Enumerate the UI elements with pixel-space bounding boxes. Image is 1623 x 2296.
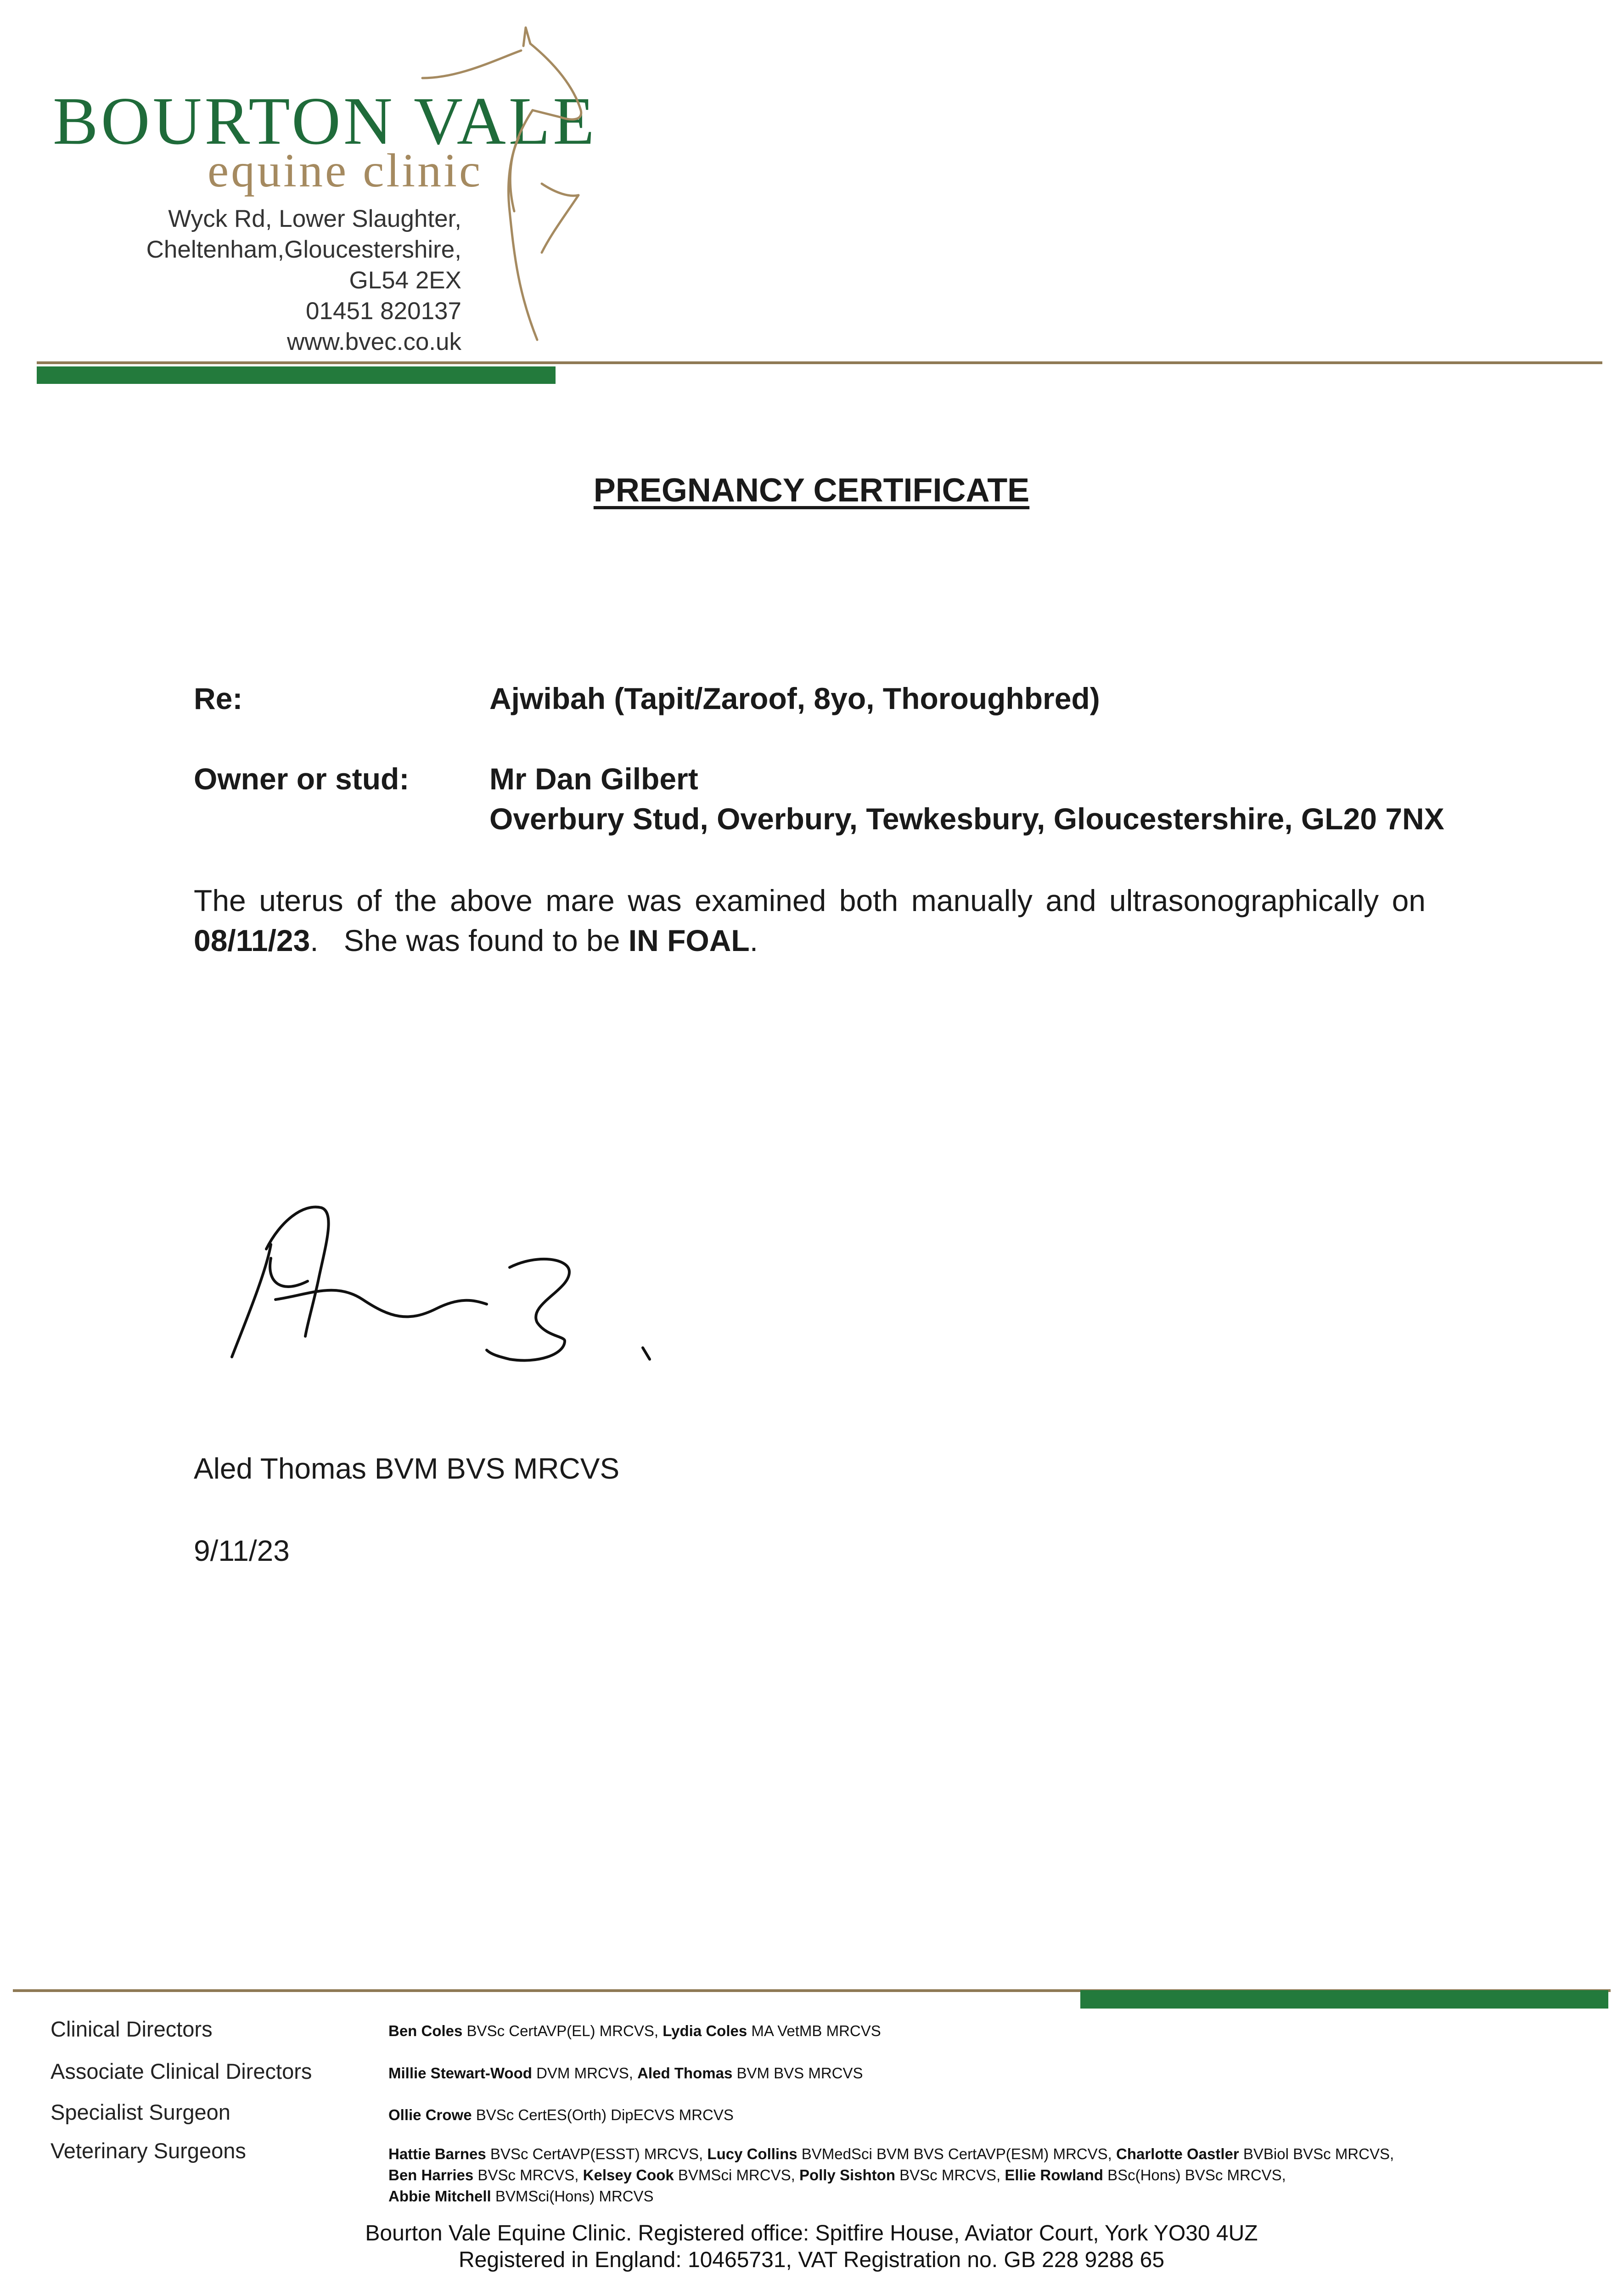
staff-name: Kelsey Cook: [583, 2167, 674, 2183]
veterinary-surgeons-line-1: [388, 2146, 1394, 2161]
exam-paragraph-line-1: The uterus of the above mare was examined both manually and ultrasonographically on: [194, 884, 1426, 917]
horse-mane: [508, 110, 537, 340]
veterinary-surgeons-line-2: [388, 2167, 1286, 2183]
exam-date: 08/11/23: [194, 923, 310, 957]
staff-name: Millie Stewart-Wood: [388, 2065, 532, 2082]
horse-neck-crest: [422, 51, 521, 78]
staff-quals: BVSc MRCVS,: [473, 2167, 583, 2183]
staff-quals: BVBiol BVSc MRCVS,: [1239, 2145, 1394, 2162]
staff-name: Ollie Crowe: [388, 2106, 472, 2123]
owner-address: Overbury Stud, Overbury, Tewkesbury, Gloucestershire, GL20 7NX: [489, 802, 1444, 836]
staff-name: Aled Thomas: [637, 2065, 733, 2082]
staff-quals: BVSc CertES(Orth) DipECVS MRCVS: [472, 2106, 734, 2123]
exam-paragraph-mid: . She was found to be: [310, 923, 629, 957]
staff-quals: BSc(Hons) BVSc MRCVS,: [1103, 2167, 1286, 2183]
staff-quals: BVMedSci BVM BVS CertAVP(ESM) MRCVS,: [797, 2145, 1116, 2162]
owner-name: Mr Dan Gilbert: [489, 762, 698, 796]
staff-name: Polly Sishton: [799, 2167, 895, 2183]
staff-name: Hattie Barnes: [388, 2145, 486, 2162]
staff-name: Lucy Collins: [707, 2145, 797, 2162]
clinic-name: BOURTON VALE: [53, 84, 597, 159]
staff-name: Lydia Coles: [663, 2022, 747, 2039]
company-registration: Registered in England: 10465731, VAT Registration no. GB 228 9288 65: [458, 2248, 1165, 2272]
header-rule: [37, 361, 1602, 364]
re-value: Ajwibah (Tapit/Zaroof, 8yo, Thoroughbred): [489, 681, 1100, 715]
veterinary-surgeons-label: Veterinary Surgeons: [51, 2138, 246, 2163]
registered-office: Bourton Vale Equine Clinic. Registered office: Spitfire House, Aviator Court, York YO30 4UZ: [365, 2221, 1258, 2245]
exam-paragraph-end: .: [749, 923, 758, 957]
address-line-2: Cheltenham,Gloucestershire,: [146, 236, 461, 263]
staff-quals: BVSc MRCVS,: [895, 2167, 1005, 2183]
specialist-surgeon-list: [388, 2107, 734, 2122]
clinical-directors-list: [388, 2023, 881, 2038]
address-phone: 01451 820137: [306, 298, 461, 325]
staff-name: Ellie Rowland: [1005, 2167, 1103, 2183]
horse-jaw: [542, 184, 578, 253]
horse-face: [530, 44, 581, 119]
veterinary-surgeons-line-3: [388, 2189, 654, 2204]
clinical-directors-label: Clinical Directors: [51, 2017, 213, 2041]
staff-quals: BVMSci(Hons) MRCVS: [491, 2188, 654, 2205]
document-title: PREGNANCY CERTIFICATE: [593, 472, 1030, 509]
re-label: Re:: [194, 681, 243, 715]
staff-quals: BVSc CertAVP(ESST) MRCVS,: [486, 2145, 708, 2162]
clinic-subtitle: equine clinic: [208, 144, 483, 197]
staff-quals: MA VetMB MRCVS: [747, 2022, 881, 2039]
address-line-1: Wyck Rd, Lower Slaughter,: [168, 205, 461, 232]
staff-name: Ben Harries: [388, 2167, 474, 2183]
staff-quals: BVSc CertAVP(EL) MRCVS,: [462, 2022, 663, 2039]
horse-mane-inner: [510, 138, 519, 211]
staff-quals: DVM MRCVS,: [532, 2065, 638, 2082]
signatory-name: Aled Thomas BVM BVS MRCVS: [194, 1452, 620, 1485]
staff-name: Ben Coles: [388, 2022, 463, 2039]
address-postcode: GL54 2EX: [349, 267, 461, 294]
exam-result: IN FOAL: [628, 923, 750, 957]
associate-directors-label: Associate Clinical Directors: [51, 2059, 312, 2083]
staff-name: Abbie Mitchell: [388, 2188, 491, 2205]
staff-name: Charlotte Oastler: [1116, 2145, 1239, 2162]
header-accent-bar: [37, 366, 556, 384]
owner-label: Owner or stud:: [194, 762, 410, 796]
staff-quals: BVMSci MRCVS,: [674, 2167, 799, 2183]
exam-paragraph-line-2: [194, 925, 758, 956]
staff-quals: BVM BVS MRCVS: [732, 2065, 863, 2082]
address-website[interactable]: www.bvec.co.uk: [287, 328, 461, 355]
associate-directors-list: [388, 2065, 863, 2081]
signed-date: 9/11/23: [194, 1534, 290, 1567]
footer-accent-bar: [1080, 1990, 1608, 2009]
signature-mark: [216, 1189, 721, 1382]
specialist-surgeon-label: Specialist Surgeon: [51, 2100, 230, 2124]
